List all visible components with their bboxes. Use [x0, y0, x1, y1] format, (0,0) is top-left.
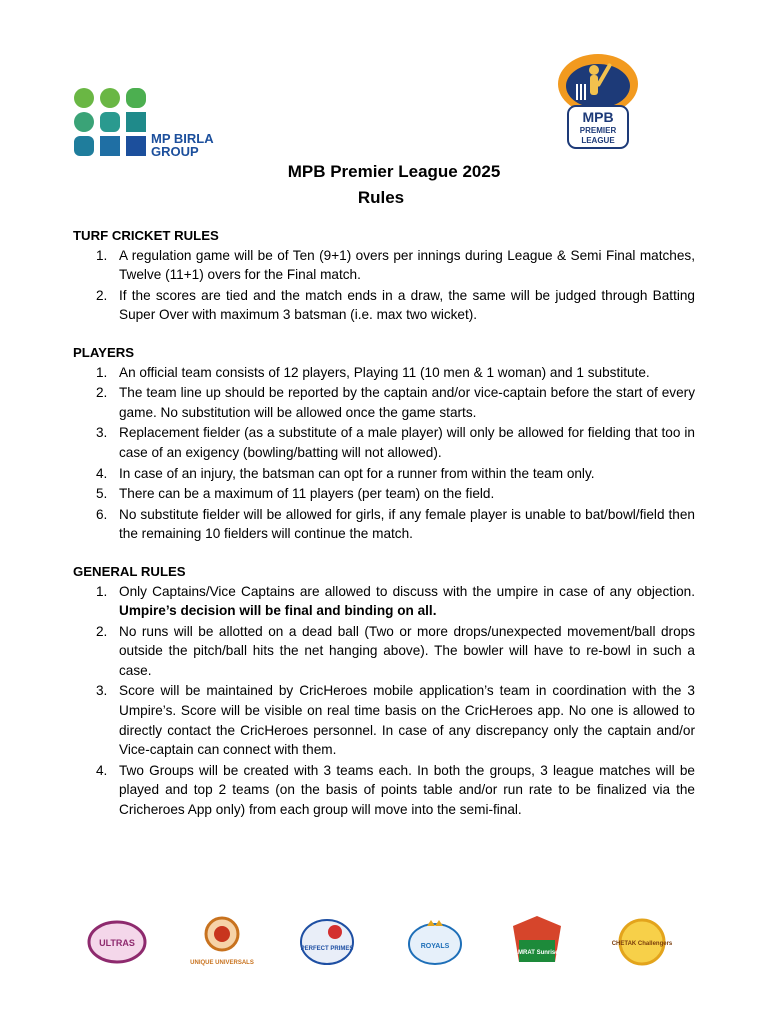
list-text: If the scores are tied and the match ends in a draw, the same will be judged through Batting Super Over with maximum 3 batsman (i.e. max two wicket).	[119, 287, 695, 323]
team-logo-samrat-sunrisers	[505, 912, 569, 972]
list-item	[73, 761, 695, 820]
list-number: 1.	[96, 364, 108, 380]
list-number: 3.	[96, 683, 108, 699]
list-text: No substitute fielder will be allowed for girls, if any female player is unable to bat/bowl/field then the remaining 10 fielders will continue the match.	[119, 506, 695, 542]
league-logo-text-2: PREMIER	[579, 126, 617, 135]
list-number: 4.	[96, 465, 108, 481]
list-text: The team line up should be reported by the captain and/or vice-captain before the start of every game. No substitution will be allowed once the game starts.	[119, 385, 695, 420]
team-logo-royals	[403, 912, 467, 972]
list-number: 2.	[96, 623, 108, 639]
section-heading: GENERAL RULES	[73, 563, 186, 579]
list-number: 1.	[96, 583, 108, 599]
list-item	[73, 246, 695, 285]
list-item	[73, 622, 695, 681]
section-heading: PLAYERS	[73, 344, 135, 360]
document-title	[0, 160, 768, 210]
list-number: 1.	[96, 247, 108, 263]
team-name: ULTRAS	[99, 938, 135, 948]
league-logo-text-1: MPB	[582, 109, 614, 125]
list-item	[73, 464, 695, 484]
section-players	[73, 343, 695, 544]
list-number: 2.	[96, 385, 108, 401]
list-item	[73, 484, 695, 504]
list-text: A regulation game will be of Ten (9+1) overs per innings during League & Semi Final matches, Twelve (11+1) overs for the Final match.	[119, 247, 695, 283]
rules-content	[73, 226, 695, 838]
team-name: SAMRAT Sunrisers	[509, 950, 565, 956]
title-line-2: Rules	[357, 188, 405, 207]
brand-name-line1: MP BIRLA	[151, 131, 214, 146]
mp-birla-group-logo	[72, 86, 232, 158]
rules-list	[73, 582, 695, 820]
team-name: CHETAK Challengers	[611, 941, 673, 947]
team-logo-chetak-challengers	[610, 912, 674, 972]
list-item	[73, 383, 695, 422]
list-text: Two Groups will be created with 3 teams each. In both the groups, 3 league matches will be played and top 2 teams (on the basis of points table and/or run rate to be finalized via the Cricheroes App only) from each group will move into the semi-final.	[119, 762, 695, 818]
list-text: There can be a maximum of 11 players (per team) on the field.	[119, 486, 495, 502]
title-line-1: MPB Premier League 2025	[287, 162, 501, 181]
list-text: Replacement fielder (as a substitute of a male player) will only be allowed for fielding that too in case of an exigency (bowling/batting will not allowed).	[119, 425, 695, 460]
list-number: 4.	[96, 762, 108, 778]
team-logo-ultras	[85, 912, 149, 972]
list-number: 3.	[96, 425, 108, 441]
stumps-icon	[576, 84, 586, 100]
list-item	[73, 681, 695, 759]
list-text: An official team consists of 12 players, Playing 11 (10 men & 1 woman) and 1 substitute.	[119, 364, 650, 380]
team-logo-unique-universals	[190, 912, 254, 972]
team-name: UNIQUE UNIVERSALS	[190, 960, 254, 966]
team-name: PERFECT PRIMES	[300, 946, 354, 952]
list-text-bold: Umpire’s decision will be final and binding on all.	[119, 603, 437, 619]
team-name: ROYALS	[420, 943, 450, 950]
list-text: Score will be maintained by CricHeroes mobile application’s team in coordination with the 3 Umpire’s. Score will be visible on real time basis on the CricHeroes app. No one is allowed to directly contact the CricHeroes personnel. In case of any discrepancy only the captain and/or Vice-captain can connect with them.	[119, 683, 695, 758]
list-number: 6.	[96, 506, 108, 522]
list-number: 5.	[96, 486, 108, 502]
league-logo-text-3: LEAGUE	[581, 136, 615, 145]
section-heading: TURF CRICKET RULES	[73, 228, 219, 243]
list-item	[73, 505, 695, 544]
rules-list	[73, 246, 695, 325]
list-item	[73, 363, 695, 383]
team-logos-row	[85, 912, 685, 972]
list-item	[73, 286, 695, 325]
team-logo-perfect-primes	[295, 912, 359, 972]
list-text: In case of an injury, the batsman can opt for a runner from within the team only.	[119, 465, 595, 481]
mpb-premier-league-logo	[546, 50, 650, 154]
section-general-rules	[73, 562, 695, 820]
list-number: 2.	[96, 287, 108, 303]
rules-list	[73, 363, 695, 544]
brand-name-line2: GROUP	[151, 144, 199, 158]
list-item	[73, 582, 695, 621]
logo-squares-icon	[74, 88, 146, 156]
list-text: Only Captains/Vice Captains are allowed to discuss with the umpire in case of any objection.	[119, 583, 695, 599]
list-text: No runs will be allotted on a dead ball (Two or more drops/unexpected movement/ball drops outside the pitch/ball hits the net hanging above). The bowler will have to re-bowl in such a case.	[119, 623, 695, 678]
list-item	[73, 423, 695, 462]
section-turf-cricket-rules	[73, 226, 695, 325]
